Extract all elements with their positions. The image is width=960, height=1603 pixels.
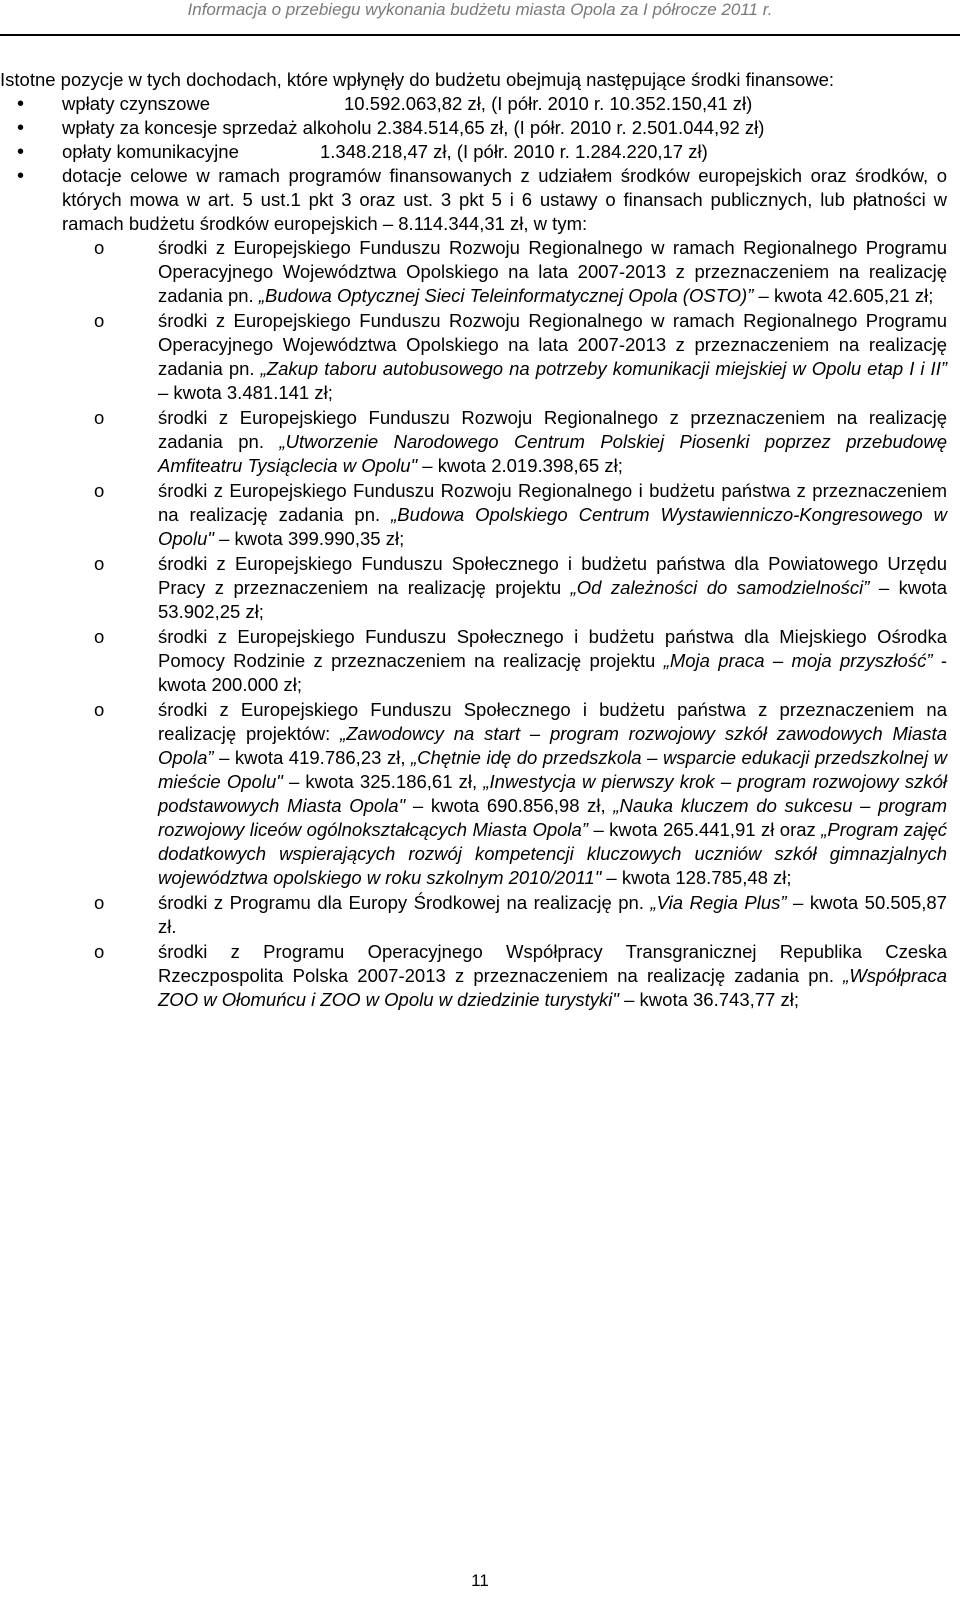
- sub-list-item: [0, 309, 947, 405]
- circle-bullet-icon: o: [94, 892, 105, 913]
- sub-item-text: środki z Programu Operacyjnego Współpracy Transgranicznej Republika Czeska Rzeczpospolita Polska 2007-2013 z przeznaczeniem na realizację zadania pn.: [158, 941, 947, 986]
- bullet-dot-icon: •: [17, 165, 25, 187]
- sub-list-item: [0, 625, 947, 697]
- bullet-item: [0, 164, 947, 1012]
- sub-item-text: środki z Europejskiego Funduszu Rozwoju Regionalnego w ramach Regionalnego Programu Operacyjnego Województwa Opolskiego na lata 2007-2013 z przeznaczeniem na realizację zadania pn.: [158, 237, 947, 306]
- bullet-dot-icon: •: [17, 93, 25, 115]
- sub-item-text: środki z Europejskiego Funduszu Rozwoju Regionalnego i budżetu państwa z przeznaczeniem na realizację zadania pn.: [158, 480, 947, 525]
- project-title: „Inwestycja w pierwszy krok – program rozwojowy szkół podstawowych Miasta Opola": [158, 771, 947, 816]
- sub-item-amount: – kwota 2.019.398,65 zł;: [417, 455, 623, 476]
- sub-item-text: środki z Europejskiego Funduszu Społecznego i budżetu państwa z przeznaczeniem na realizację projektów:: [158, 699, 947, 744]
- sub-item-amount: – kwota 399.990,35 zł;: [213, 528, 405, 549]
- sub-item-amount: – kwota 36.743,77 zł;: [618, 989, 799, 1010]
- circle-bullet-icon: o: [94, 407, 105, 428]
- project-title: „Budowa Opolskiego Centrum Wystawienniczo-Kongresowego w Opolu": [158, 504, 948, 549]
- project-title: „Chętnie idę do przedszkola – wsparcie edukacji przedszkolnej w mieście Opolu": [158, 747, 947, 792]
- sub-item-amount: – kwota 53.902,25 zł;: [158, 577, 947, 622]
- project-title: „Utworzenie Narodowego Centrum Polskiej Piosenki poprzez przebudowę Amfiteatru Tysiąclecia w Opolu": [158, 431, 947, 476]
- sub-item-amount: - kwota 200.000 zł;: [158, 650, 947, 695]
- circle-bullet-icon: o: [94, 941, 105, 962]
- running-header: [0, 0, 960, 34]
- header-title: Informacja o przebiegu wykonania budżetu miasta Opola za I półrocze 2011 r.: [187, 0, 773, 19]
- project-title: „Zawodowcy na start – program rozwojowy szkół zawodowych Miasta Opola”: [158, 723, 947, 768]
- sub-item-text: środki z Europejskiego Funduszu Społecznego i budżetu państwa dla Miejskiego Ośrodka Pomocy Rodzinie z przeznaczeniem na realizację projektu: [158, 626, 947, 671]
- sub-item-amount: – kwota 419.786,23 zł,: [213, 747, 412, 768]
- sub-list-item: [0, 940, 947, 1012]
- circle-bullet-icon: o: [94, 480, 105, 501]
- sub-item-text: środki z Europejskiego Funduszu Rozwoju Regionalnego w ramach Regionalnego Programu Operacyjnego Województwa Opolskiego na lata 2007-2013 z przeznaczeniem na realizację zadania pn.: [158, 310, 947, 379]
- bullet-text: dotacje celowe w ramach programów finansowanych z udziałem środków europejskich oraz środków, o których mowa w art. 5 ust.1 pkt 3 oraz ust. 3 pkt 5 i 6 ustawy o finansach publicznych, lub płatności w ramach budżetu środków europejskich – 8.114.344,31 zł, w tym:: [62, 165, 947, 234]
- sub-list: [62, 236, 947, 1012]
- sub-item-text: środki z Programu dla Europy Środkowej na realizację pn.: [158, 892, 651, 913]
- project-title: „Via Regia Plus”: [650, 892, 787, 913]
- sub-item-amount: – kwota 3.481.141 zł;: [158, 382, 333, 403]
- sub-list-item: [0, 698, 947, 890]
- sub-list-item: [0, 552, 947, 624]
- project-title: „Współpraca ZOO w Ołomuńcu i ZOO w Opolu w dziedzinie turystyki": [158, 965, 947, 1010]
- page-number: 11: [471, 1571, 489, 1590]
- project-title: „Budowa Optycznej Sieci Teleinformatycznej Opola (OSTO)”: [258, 285, 754, 306]
- sub-list-item: [0, 479, 947, 551]
- sub-list-item: [0, 236, 947, 308]
- bullet-dot-icon: •: [17, 117, 25, 139]
- sub-item-amount: – kwota 265.441,91 zł oraz: [588, 819, 822, 840]
- sub-list-item: [0, 406, 947, 478]
- circle-bullet-icon: o: [94, 699, 105, 720]
- project-title: „Zakup taboru autobusowego na potrzeby komunikacji miejskiej w Opolu etap I i II”: [260, 358, 947, 379]
- bullet-item: [0, 116, 947, 140]
- sub-list-item: [0, 891, 947, 939]
- project-title: „Program zajęć dodatkowych wspierających rozwój kompetencji kluczowych uczniów szkół gimnazjalnych województwa opolskiego w roku szkolnym 2010/2011": [158, 819, 947, 888]
- bullet-label: opłaty komunikacyjne: [62, 141, 239, 162]
- bullet-item: [0, 140, 947, 164]
- bullet-item: [0, 92, 947, 116]
- bullet-value: 10.592.063,82 zł, (I półr. 2010 r. 10.352.150,41 zł): [344, 93, 753, 114]
- header-rule: [0, 34, 960, 36]
- intro-paragraph: Istotne pozycje w tych dochodach, które wpłynęły do budżetu obejmują następujące środki finansowe:: [0, 69, 835, 90]
- project-title: „Nauka kluczem do sukcesu – program rozwojowy liceów ogólnokształcących Miasta Opola”: [158, 795, 948, 840]
- sub-item-text: środki z Europejskiego Funduszu Rozwoju Regionalnego z przeznaczeniem na realizację zadania pn.: [158, 407, 947, 452]
- project-title: „Moja praca – moja przyszłość”: [663, 650, 933, 671]
- sub-item-text: środki z Europejskiego Funduszu Społecznego i budżetu państwa dla Powiatowego Urzędu Pracy z przeznaczeniem na realizację projektu: [158, 553, 947, 598]
- project-title: „Od zależności do samodzielności”: [570, 577, 870, 598]
- sub-item-amount: – kwota 325.186,61 zł,: [282, 771, 484, 792]
- bullet-label: wpłaty czynszowe: [62, 93, 211, 114]
- bullet-list: [0, 92, 947, 1012]
- bullet-value: 1.348.218,47 zł, (I półr. 2010 r. 1.284.220,17 zł): [320, 141, 708, 162]
- circle-bullet-icon: o: [94, 553, 105, 574]
- page-footer: [0, 1571, 960, 1591]
- circle-bullet-icon: o: [94, 626, 105, 647]
- bullet-label: wpłaty za koncesje sprzedaż alkoholu: [62, 117, 372, 138]
- document-body: [0, 68, 947, 1012]
- sub-item-amount: – kwota 128.785,48 zł;: [601, 867, 792, 888]
- circle-bullet-icon: o: [94, 310, 105, 331]
- bullet-dot-icon: •: [17, 141, 25, 163]
- bullet-value: 2.384.514,65 zł, (I półr. 2010 r. 2.501.044,92 zł): [376, 117, 765, 138]
- sub-item-amount: – kwota 690.856,98 zł,: [405, 795, 614, 816]
- circle-bullet-icon: o: [94, 237, 105, 258]
- sub-item-amount: – kwota 50.505,87 zł.: [158, 892, 947, 937]
- sub-item-amount: – kwota 42.605,21 zł;: [753, 285, 934, 306]
